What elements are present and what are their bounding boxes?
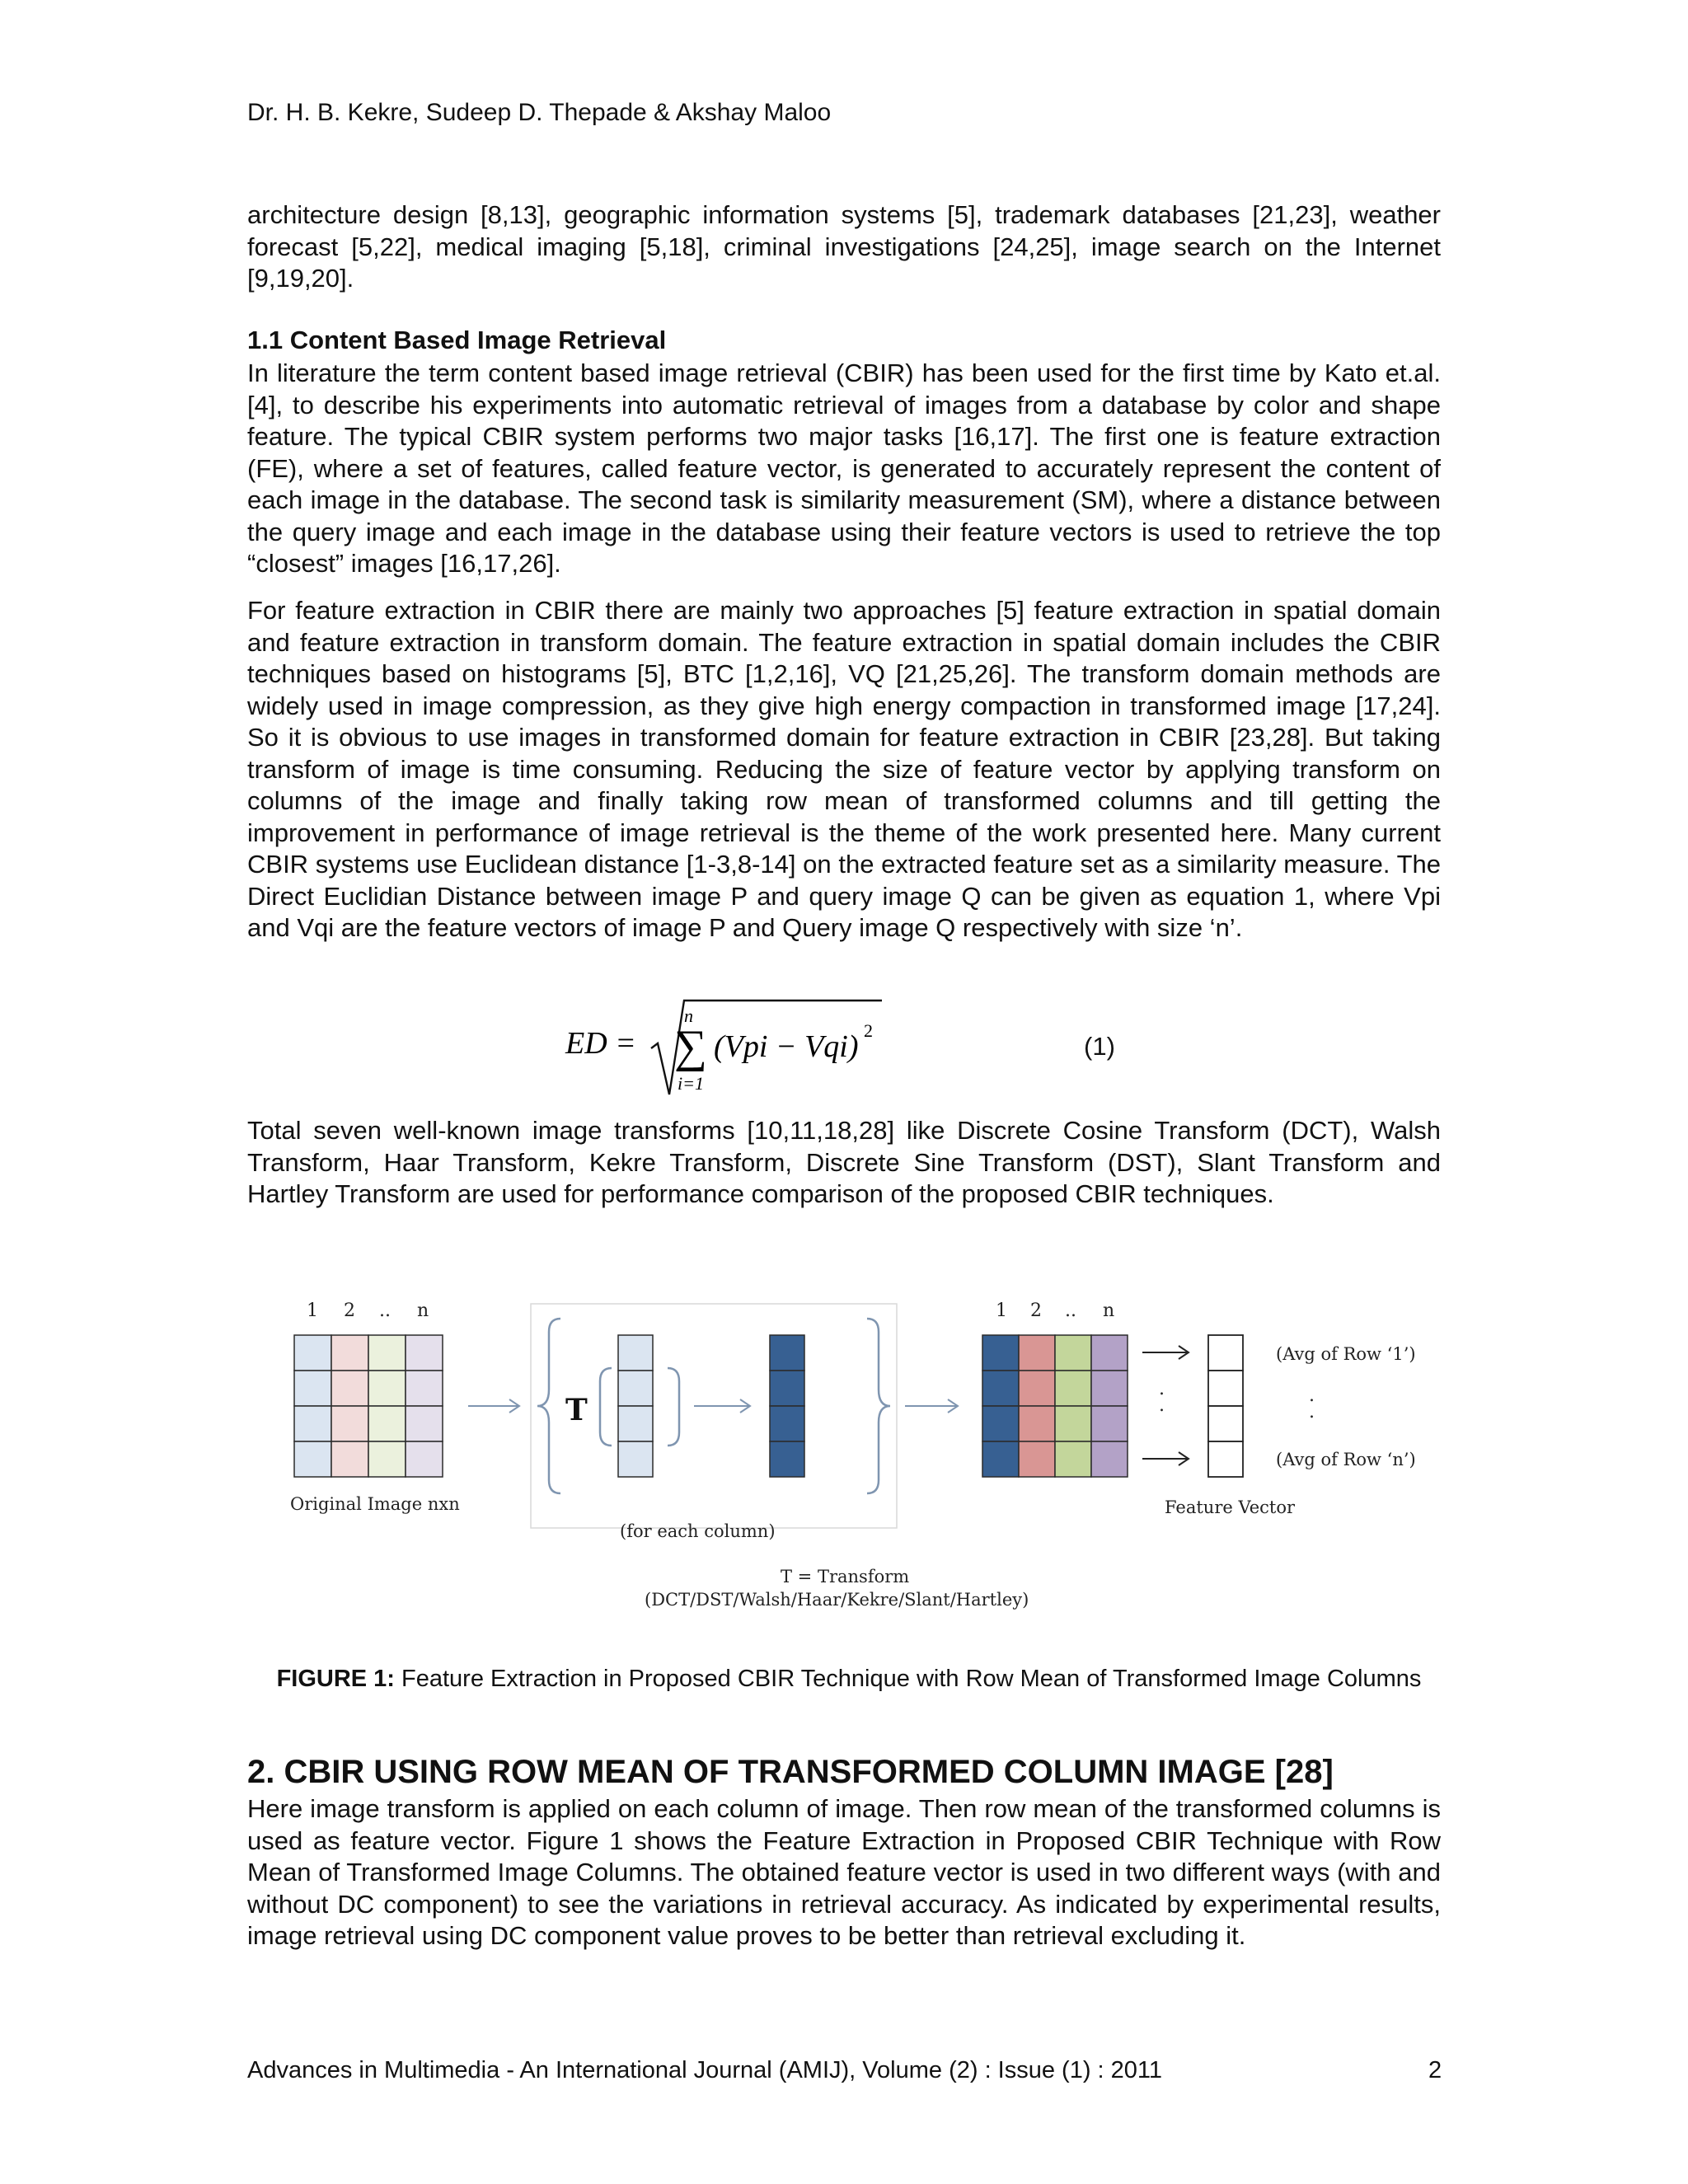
equation-body: (Vpi − Vqi) [714, 1029, 859, 1064]
transforms-paragraph: Total seven well-known image transforms [10,11,18,28] like Discrete Cosine Transform (DCT), Walsh Transform, Haar Transform, Kekre Transform, Discrete Sine Transform (DST), Slant Transform and Hartley Transform are used for performance comparison of the proposed CBIR techniques. [247, 1116, 1441, 1208]
arrow-row-n [1142, 1452, 1189, 1465]
equation-lhs: ED = [565, 1026, 636, 1061]
figure-1-diagram [272, 1286, 1426, 1624]
feature-extraction-paragraph: For feature extraction in CBIR there are mainly two approaches [5] feature extraction in spatial domain and feature extraction in transform domain. The feature extraction in spatial domain includes the CBIR techniques based on histograms [5], BTC [1,2,16], VQ [21,25,26]. The transform domain methods are widely used in image compression, as they give high energy compaction in transformed image [17,24]. So it is obvious to use images in transformed domain for feature extraction in CBIR [23,28]. But taking transform of image is time consuming. Reducing the size of feature vector by applying transform on columns of the image and finally taking row mean of transformed columns and till getting the improvement in performance of image retrieval is the theme of the work presented here. Many current CBIR systems use Euclidean distance [1-3,8-14] on the extracted feature set as a similarity measure. The Direct Euclidian Distance between image P and query image Q can be given as equation 1, where Vpi and Vqi are the feature vectors of image P and Query image Q respectively with size ‘n’. [247, 596, 1441, 942]
transformed-column [770, 1335, 804, 1477]
section-2-paragraph: Here image transform is applied on each column of image. Then row mean of the transformed columns is used as feature vector. Figure 1 shows the Feature Extraction in Proposed CBIR Technique with Row Mean of Transformed Image Columns. The obtained feature vector is used in two different ways (with and without DC component) to see the variations in retrieval accuracy. As indicated by experimental results, image retrieval using DC component value proves to be better than retrieval excluding it. [247, 1794, 1441, 1950]
section-title: 2. CBIR USING ROW MEAN OF TRANSFORMED COLUMN IMAGE [28] [247, 1754, 1334, 1790]
figure-caption-text: Feature Extraction in Proposed CBIR Technique with Row Mean of Transformed Image Columns [394, 1666, 1422, 1692]
journal-footer: Advances in Multimedia - An International Journal (AMIJ), Volume (2) : Issue (1) : 2011 [247, 2057, 1163, 2083]
equation-number: (1) [1084, 1032, 1115, 1061]
avg-dots-lower: . [1309, 1402, 1315, 1422]
running-header: Dr. H. B. Kekre, Sudeep D. Thepade & Akshay Maloo [247, 99, 832, 126]
avg-row-n-label: (Avg of Row ‘n’) [1276, 1450, 1416, 1469]
arrow-to-result [905, 1399, 958, 1413]
avg-dots-upper: . [1309, 1385, 1315, 1406]
avg-row-1-label: (Avg of Row ‘1’) [1276, 1344, 1416, 1364]
trans-col-4 [1091, 1335, 1128, 1477]
trans-col-3 [1055, 1335, 1091, 1477]
row-dots-lower: . [1159, 1395, 1165, 1416]
orig-col-label-dots: .. [379, 1301, 391, 1321]
original-image-grid [294, 1335, 443, 1477]
feature-vector-label: Feature Vector [1165, 1497, 1296, 1517]
orig-col-2 [331, 1335, 368, 1477]
euclidean-distance-equation [560, 997, 1385, 1104]
sum-lower-limit: i=1 [678, 1073, 704, 1094]
trans-col-2 [1019, 1335, 1055, 1477]
subsection-title: 1.1 Content Based Image Retrieval [247, 326, 667, 354]
orig-col-1 [294, 1335, 331, 1477]
trans-col-label-n: n [1103, 1301, 1115, 1321]
figure-caption [272, 1665, 1426, 1694]
row-dots-upper: . [1159, 1379, 1165, 1399]
orig-col-3 [368, 1335, 406, 1477]
transformed-image-grid [982, 1335, 1128, 1477]
intro-paragraph: architecture design [8,13], geographic information systems [5], trademark databases [21,23], weather forecast [5,22], medical imaging [5,18], criminal investigations [24,25], image search on the Internet [9,19,20]. [247, 200, 1441, 293]
orig-col-label-n: n [417, 1301, 429, 1321]
trans-col-label-1: 1 [996, 1301, 1007, 1321]
orig-col-4 [406, 1335, 443, 1477]
orig-col-label-1: 1 [307, 1301, 318, 1321]
orig-col-label-2: 2 [344, 1301, 355, 1321]
figure-caption-label: FIGURE 1: [276, 1666, 395, 1692]
arrow-to-transform [468, 1399, 519, 1413]
input-column [618, 1335, 653, 1477]
cbir-paragraph: In literature the term content based image retrieval (CBIR) has been used for the first time by Kato et.al. [4], to describe his experiments into automatic retrieval of images from a database by color and shape feature. The typical CBIR system performs two major tasks [16,17]. The first one is feature extraction (FE), where a set of features, called feature vector, is generated to accurately represent the content of each image in the database. The second task is similarity measurement (SM), where a distance between the query image and each image in the database using their feature vectors is used to retrieve the top “closest” images [16,17,26]. [247, 359, 1441, 578]
transform-definition: T = Transform [781, 1567, 910, 1586]
sum-upper-limit: n [684, 1005, 693, 1026]
original-image-label: Original Image nxn [290, 1494, 460, 1514]
arrow-row-1 [1142, 1346, 1189, 1359]
trans-col-1 [982, 1335, 1019, 1477]
trans-col-label-dots: .. [1065, 1301, 1076, 1321]
page-number: 2 [1428, 2057, 1442, 2083]
sigma-symbol: ∑ [674, 1021, 707, 1072]
per-column-label: (for each column) [620, 1521, 776, 1541]
trans-col-label-2: 2 [1030, 1301, 1042, 1321]
equation-exponent: 2 [864, 1020, 873, 1041]
feature-vector-column [1208, 1335, 1243, 1477]
transform-list: (DCT/DST/Walsh/Haar/Kekre/Slant/Hartley) [645, 1590, 1029, 1610]
transform-symbol: T [565, 1393, 588, 1427]
